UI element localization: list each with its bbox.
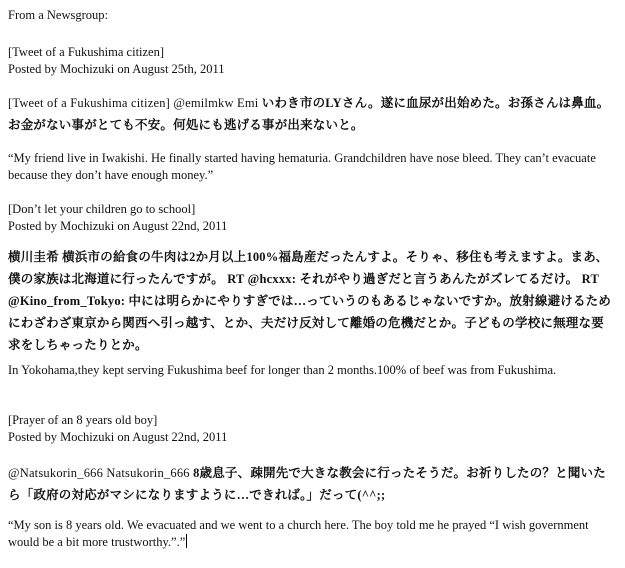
post-2-rt1-handle: RT @hcxxx: — [227, 272, 297, 286]
post-2-original-name: 横川圭希 — [8, 250, 59, 264]
post-1-original-tag: [Tweet of a Fukushima citizen] — [8, 96, 171, 110]
post-2-byline: Posted by Mochizuki on August 22nd, 2011 — [8, 219, 228, 233]
post-2-rt1-text: それがやり過ぎだと言うあんたがズレてるだけ。 — [299, 272, 579, 286]
post-3-header-block — [8, 412, 615, 446]
post-3-original-handle: @Natsukorin_666 Natsukorin_666 — [8, 466, 190, 480]
post-3-translation: “My son is 8 years old. We evacuated and we went to a church here. The boy told me he prayed “I wish government would be a bit more trustworthy.”.” — [8, 518, 589, 549]
post-1-original-tweet — [8, 92, 615, 136]
post-2-rt2-text: 中には明らかにやりすぎでは…っていうのもあるじゃないですか。放射線避けるためにわざわざ東京から関西へ引っ越す、とか、夫だけ反対して離婚の危機だとか。子どもの学校に無理な要求をしちゃったりとか。 — [8, 294, 612, 352]
post-2-translation: In Yokohama,they kept serving Fukushima beef for longer than 2 months.100% of beef was from Fukushima. — [8, 363, 557, 377]
post-2-title: [Don’t let your children go to school] — [8, 202, 196, 216]
text-cursor — [186, 534, 187, 548]
post-2-original-text: 横浜市の給食の牛肉は2か月以上100%福島産だったんすよ。そりゃ、移住も考えますよ。まあ、僕の家族は北海道に行ったんですが。 — [8, 250, 609, 286]
post-2-rt2-handle: RT @Kino_from_Tokyo: — [8, 272, 599, 308]
post-2-original-tweet — [8, 246, 615, 356]
post-1-byline: Posted by Mochizuki on August 25th, 2011 — [8, 62, 225, 76]
intro-line: From a Newsgroup: — [8, 8, 108, 22]
post-1-original-handle: @emilmkw Emi — [173, 96, 259, 110]
post-3-original-text: 8歳息子、疎開先で大きな教会に行ったそうだ。お祈りしたの？と聞いたら「政府の対応がマシになりますように…できれば。」だって(^^;; — [8, 466, 606, 502]
post-3-translation-block — [8, 517, 615, 551]
post-1-original-text: いわき市のLYさん。遂に血尿が出始めた。お孫さんは鼻血。お金がない事がとても不安。何処にも逃げる事が出来ないと。 — [8, 96, 610, 132]
post-1-translation: “My friend live in Iwakishi. He finally started having hematuria. Grandchildren have nose bleed. They can’t evacuate because they don’t have enough money.” — [8, 151, 596, 182]
post-3-byline: Posted by Mochizuki on August 22nd, 2011 — [8, 430, 228, 444]
post-1-header-block — [8, 44, 615, 78]
post-3-title: [Prayer of an 8 years old boy] — [8, 413, 158, 427]
post-1-title: [Tweet of a Fukushima citizen] — [8, 45, 165, 59]
post-2-header-block — [8, 201, 615, 235]
post-3-original-tweet — [8, 462, 615, 506]
